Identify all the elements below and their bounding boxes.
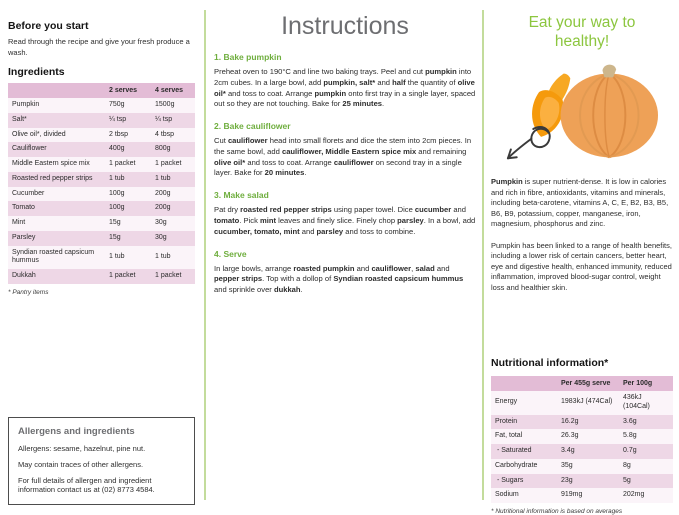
table-cell: 1500g [155,101,175,108]
eat-your-way-heading: Eat your way to healthy! [528,14,636,50]
table-cell: 200g [155,204,171,212]
table-cell: Cauliflower [12,145,47,153]
ingredients-header-row [8,83,195,98]
table-row [8,216,195,231]
before-you-start-title: Before you start [8,20,89,32]
table-row [8,231,195,246]
table-cell: Sodium [495,491,519,499]
table-cell: 436kJ (104Cal) [623,394,650,410]
table-cell: 15g [109,219,121,226]
ingredients-table [8,83,195,284]
step-heading: 2. Bake cauliflower [214,121,291,132]
table-cell: 26.3g [561,432,579,440]
table-row [8,128,195,143]
table-cell: Protein [495,417,518,425]
before-you-start-text: Read through the recipe and give your fresh produce a wash. [8,37,190,57]
column-divider [204,10,206,500]
pumpkin-benefits-para1: Pumpkin is super nutrient-dense. It is low in calories and rich in fibre, antioxidants, vitamins and minerals, including beta-carotene, vitamins A, C, E, B2, B3, B5, B6, B9, potassium, copper, manganese, iron, magnesium, phosphorus and zinc. [491,177,669,229]
table-cell: 3.4g [561,447,575,454]
nutrition-note: * Nutritional information is based on averages [491,508,623,515]
pumpkin-benefits-para2: Pumpkin has been linked to a range of health benefits, including a lower risk of certain cancers, better heart, eye and digestive health, enhanced immunity, reduced inflammation, improved blood-sugar control, weight loss and healthier skin. [491,240,672,292]
table-row [491,429,673,444]
table-row [8,246,195,270]
table-cell: 4 tbsp [155,130,175,138]
pumpkin-photo [494,53,670,168]
table-cell: Roasted red pepper strips [12,174,93,182]
table-cell: ¼ tsp [109,115,127,123]
step-body: Cut cauliflower head into small florets and dice the stem into 2cm pieces. In the same bowl, add cauliflower, Middle Eastern spice mix and remaining olive oil* and toss to coat. Arrange cauliflower on second tray in a single layer. Bake for 20 minutes. [214,136,472,178]
table-cell: - Sugars [495,476,524,484]
table-cell: 5.8g [623,432,637,440]
instruction-step [214,249,476,296]
table-cell: 1 packet [155,272,182,279]
table-cell: Cucumber [12,189,45,197]
allergens-box [8,417,195,505]
table-cell: 2 tbsp [109,130,129,138]
table-cell: 202mg [623,491,645,499]
table-cell: 35g [561,461,573,469]
allergens-contact-line: For full details of allergen and ingredient information contact us at (02) 8773 4584. [18,475,155,495]
table-row [8,142,195,157]
table-row [8,98,195,113]
table-cell: 0.7g [623,447,637,454]
table-cell: Parsley [12,233,36,241]
nutrition-header-row [491,376,673,391]
table-cell: 15g [109,233,121,241]
table-cell: 1 packet [109,272,136,279]
table-cell: 1 tub [155,252,171,260]
table-row [491,459,673,474]
table-cell: Fat, total [495,432,523,440]
table-row [491,444,673,459]
instruction-step [214,190,476,237]
nutrition-table [491,376,673,503]
table-cell: ¼ tsp [155,115,173,123]
table-cell: 1 tub [109,252,125,260]
step-body: In large bowls, arrange roasted pumpkin and cauliflower, salad and pepper strips. Top with a dollop of Syndian roasted capsicum hummus and sprinkle over dukkah. [214,263,464,295]
table-cell: 400g [109,145,125,153]
table-row [491,488,673,503]
table-row [491,415,673,430]
allergens-line: May contain traces of other allergens. [18,459,144,469]
step-body: Preheat oven to 190°C and line two baking trays. Peel and cut pumpkin into 2cm cubes. In a large bowl, add pumpkin, salt* and half the quantity of olive oil* and toss to coat. Arrange pumpkin onto first tray in a single layer, spaced out so they are not touching. Bake for 25 minutes. [214,67,476,109]
allergens-title: Allergens and ingredients [18,426,135,437]
step-body: Pat dry roasted red pepper strips using paper towel. Dice cucumber and tomato. Pick mint leaves and finely slice. Finely chop parsley. In a bowl, add cucumber, tomato, mint and parsley and toss to combine. [214,205,476,236]
table-cell: 100g [109,189,125,197]
table-cell: 5g [623,476,631,484]
instruction-step [214,121,476,179]
table-cell: Energy [495,398,518,406]
table-cell: Middle Eastern spice mix [12,160,90,167]
table-cell: Dukkah [12,272,36,279]
table-cell: 1 tub [155,174,171,182]
step-heading: 3. Make salad [214,190,269,201]
left-column [8,14,195,495]
table-cell: 16.2g [561,417,579,425]
table-row [8,201,195,216]
table-row [8,187,195,202]
step-heading: 1. Bake pumpkin [214,52,282,62]
table-row [491,474,673,489]
table-cell: 8g [623,461,631,469]
table-cell: Pumpkin [12,101,40,108]
table-cell: 1 packet [155,160,182,167]
table-cell: 1 packet [109,160,136,167]
ingredients-header-blank [8,83,105,98]
allergens-line: Allergens: sesame, hazelnut, pine nut. [18,444,146,453]
table-cell: 800g [155,145,171,153]
table-cell: 30g [155,233,167,241]
table-cell: Tomato [12,204,35,212]
step-heading: 4. Serve [214,248,247,259]
table-row [8,157,195,172]
nutrition-header-per-100g: Per 100g [619,376,673,391]
table-cell: 919mg [561,491,583,499]
table-cell: 200g [155,189,171,197]
nutrition-block [491,357,673,515]
table-cell: - Saturated [495,447,532,454]
ingredients-header-4serves: 4 serves [151,83,195,98]
table-cell: Salt* [12,115,27,123]
table-row [8,172,195,187]
table-cell: Carbohydrate [495,461,538,469]
instruction-step [214,52,476,110]
nutrition-header-per-serve: Per 455g serve [557,376,619,391]
table-cell: Syndian roasted capsicum hummus [12,248,95,265]
pumpkin-illustration [494,53,670,173]
nutrition-title: Nutritional information* [491,357,609,369]
instructions-column [214,10,476,296]
table-cell: 23g [561,476,573,484]
ingredients-title: Ingredients [8,66,65,78]
table-cell: Mint [12,219,26,226]
table-cell: 1983kJ (474Cal) [561,398,613,406]
table-cell: 100g [109,204,125,212]
table-cell: 1 tub [109,174,125,182]
table-cell: 750g [109,101,125,108]
table-cell: 3.6g [623,417,637,425]
health-column [491,14,673,304]
instructions-title: Instructions [281,12,409,40]
nutrition-header-blank [491,376,557,391]
table-cell: 30g [155,219,167,226]
table-row [491,391,673,415]
ingredients-header-2serves: 2 serves [105,83,151,98]
column-divider [482,10,484,500]
table-row [8,269,195,284]
table-row [8,113,195,128]
pantry-items-note: * Pantry items [8,288,49,296]
table-cell: Olive oil*, divided [12,130,66,138]
